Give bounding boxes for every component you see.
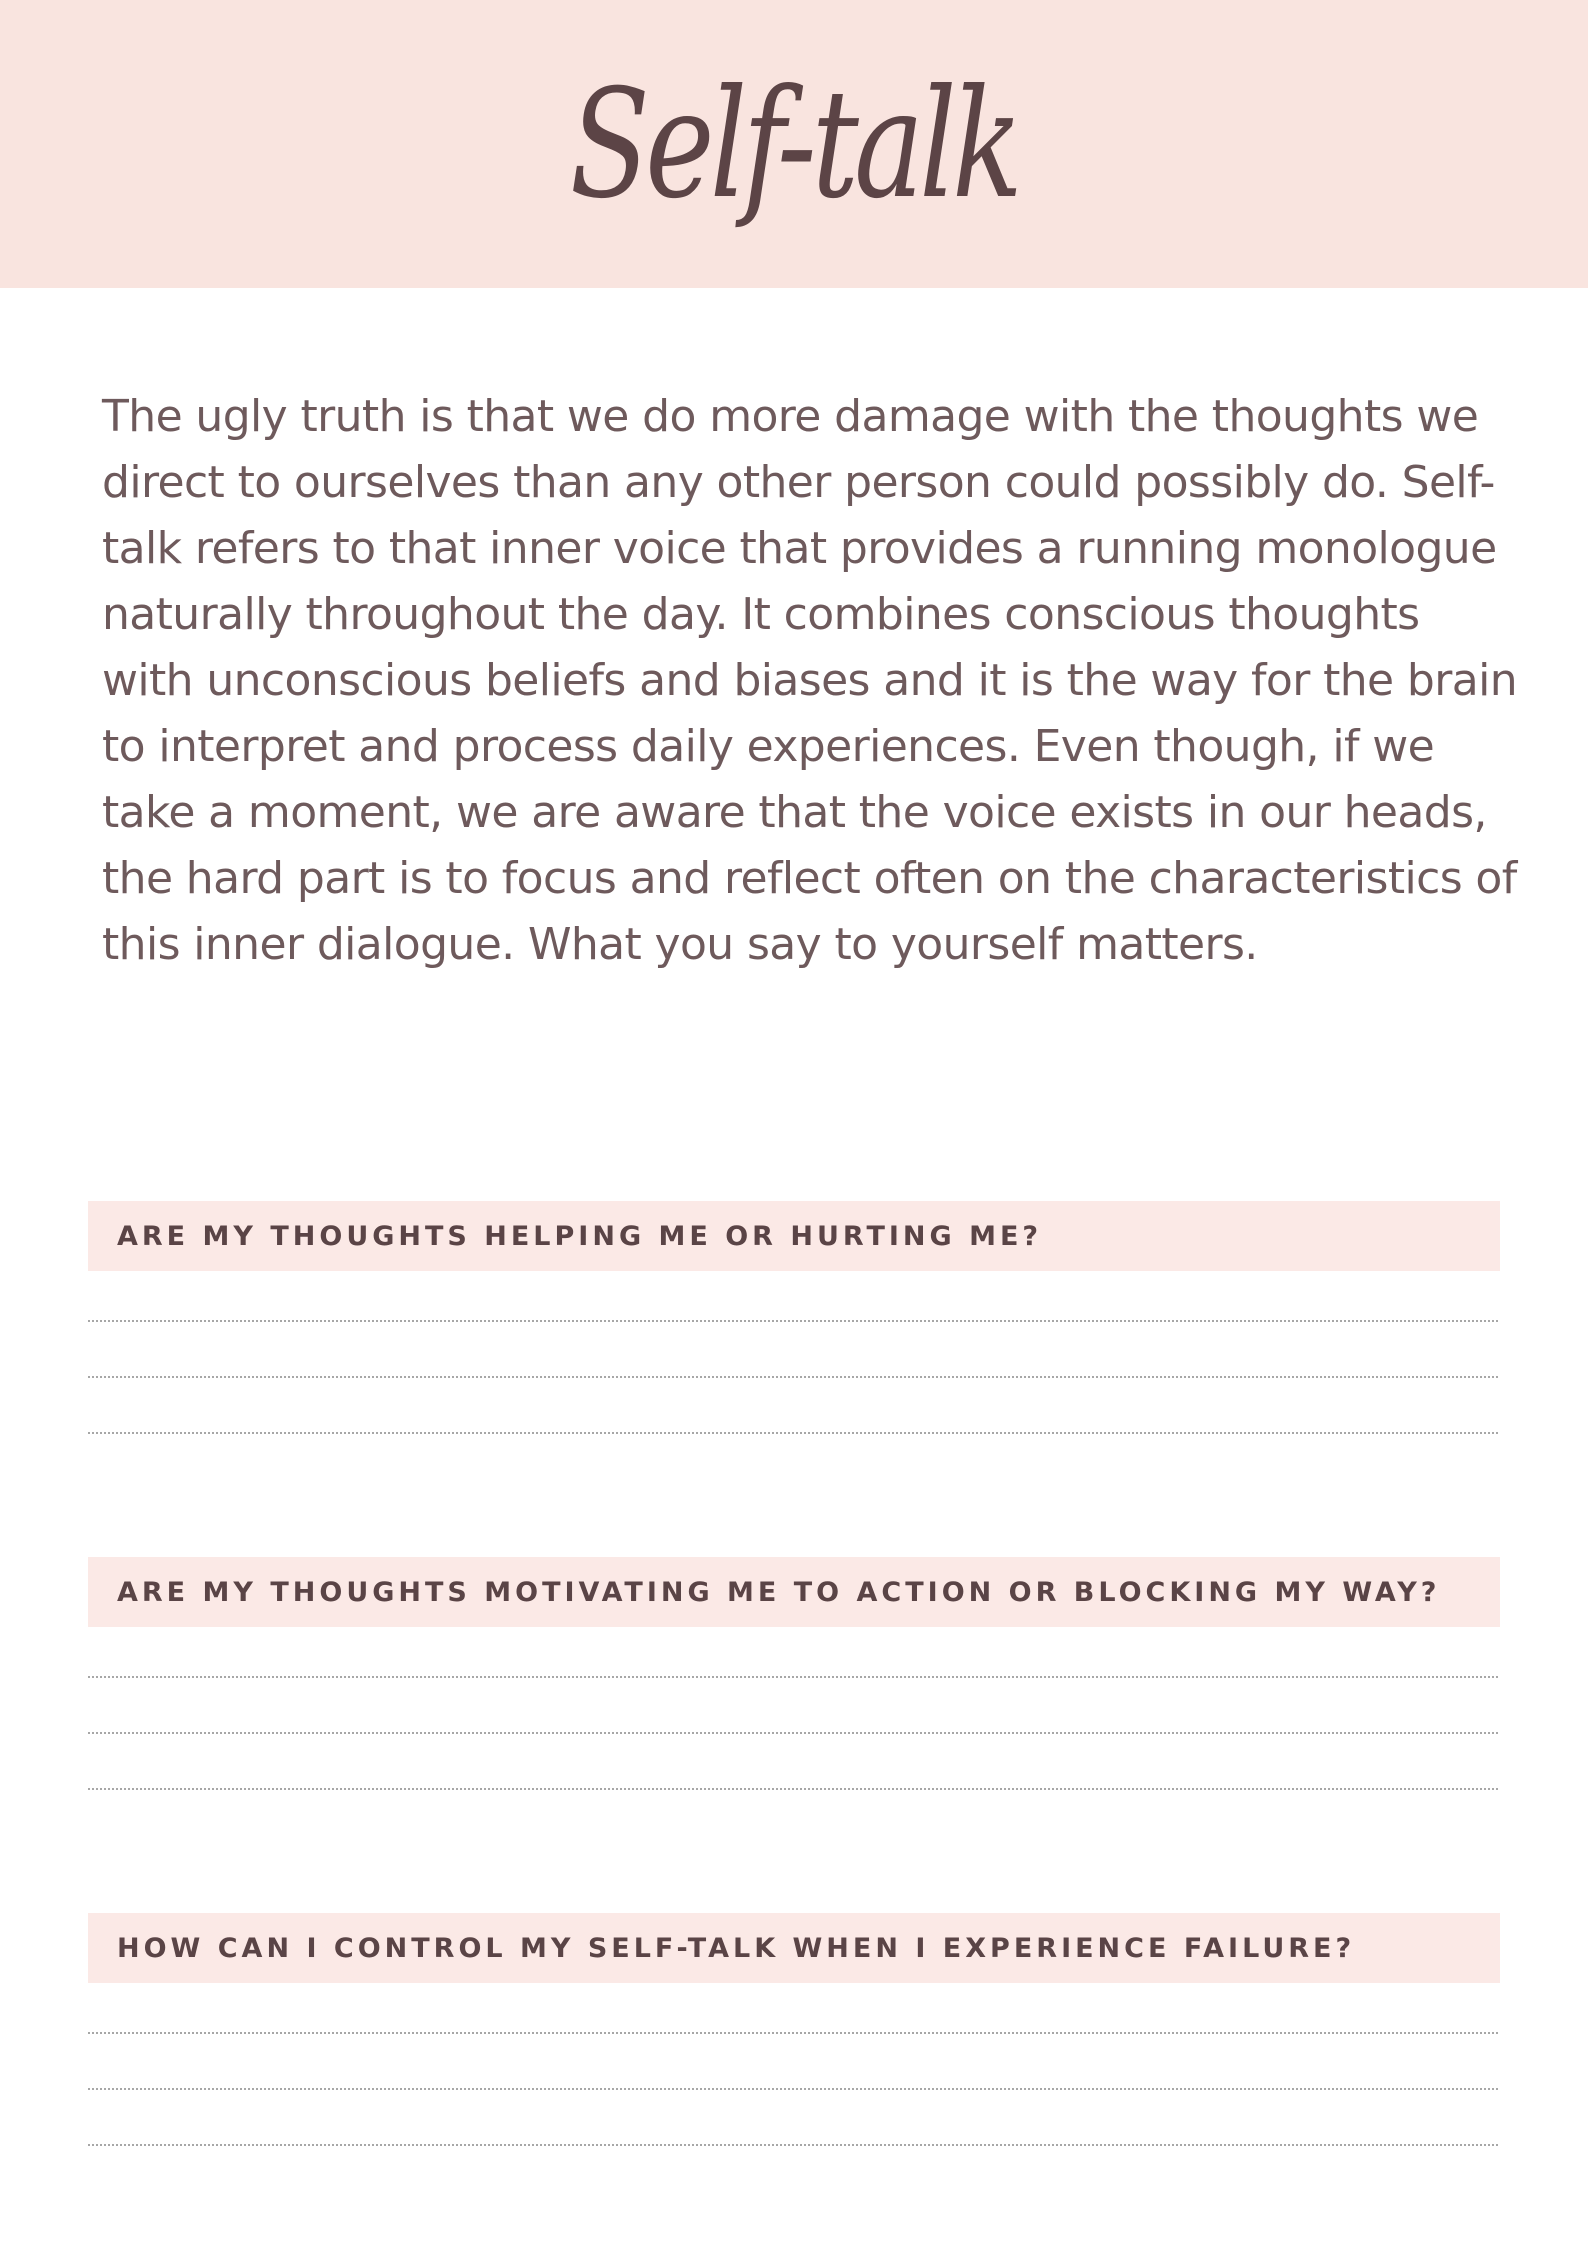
answer-line[interactable] [88,1734,1498,1790]
answer-line[interactable] [88,2090,1498,2146]
question-heading-band [88,1557,1500,1627]
answer-line[interactable] [88,2034,1498,2090]
question-heading: ARE MY THOUGHTS HELPING ME OR HURTING ME? [117,1220,1043,1252]
answer-line[interactable] [88,1678,1498,1734]
question-heading-band [88,1913,1500,1983]
answer-line[interactable] [88,1983,1498,2034]
page-title: Self-talk [569,58,1019,232]
question-section-2 [88,1557,1500,1790]
answer-line[interactable] [88,1271,1498,1322]
answer-line[interactable] [88,1627,1498,1678]
question-section-3 [88,1913,1500,2146]
question-heading: ARE MY THOUGHTS MOTIVATING ME TO ACTION OR BLOCKING MY WAY? [117,1576,1441,1608]
question-heading-band [88,1201,1500,1271]
answer-line[interactable] [88,1322,1498,1378]
intro-paragraph: The ugly truth is that we do more damage with the thoughts we direct to ourselves than any other person could possibly do. Self-talk refers to that inner voice that provides a running monologue naturally throughout the day. It combines conscious thoughts with unconscious beliefs and biases and it is the way for the brain to interpret and process daily experiences. Even though, if we take a moment, we are aware that the voice exists in our heads, the hard part is to focus and reflect often on the characteristics of this inner dialogue. What you say to yourself matters. [102,391,1517,970]
question-heading: HOW CAN I CONTROL MY SELF-TALK WHEN I EXPERIENCE FAILURE? [117,1932,1356,1964]
answer-line[interactable] [88,1378,1498,1434]
question-section-1 [88,1201,1500,1434]
